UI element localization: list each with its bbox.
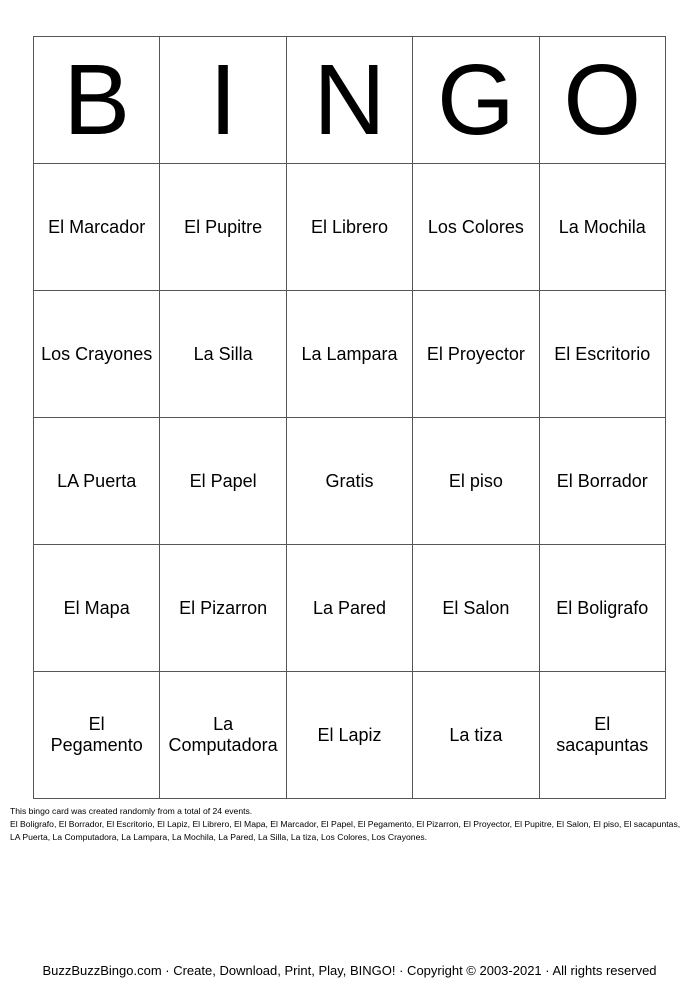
bingo-cell bbox=[286, 164, 412, 291]
bingo-cell bbox=[539, 672, 665, 799]
bingo-cell bbox=[413, 418, 539, 545]
cell-label: El Proyector bbox=[426, 343, 525, 364]
bingo-cell bbox=[34, 545, 160, 672]
cell-label: El Borrador bbox=[556, 470, 648, 491]
bingo-cell bbox=[34, 291, 160, 418]
bingo-row bbox=[34, 545, 666, 672]
bingo-row bbox=[34, 291, 666, 418]
bingo-cell bbox=[413, 545, 539, 672]
cell-label: Los Colores bbox=[427, 216, 524, 237]
cell-label: La Silla bbox=[193, 343, 253, 364]
cell-label: El Pegamento bbox=[50, 714, 143, 755]
bingo-cell bbox=[160, 164, 286, 291]
bingo-cell bbox=[413, 291, 539, 418]
cell-label: El Escritorio bbox=[554, 343, 651, 364]
bingo-cell bbox=[286, 545, 412, 672]
bingo-cell bbox=[34, 672, 160, 799]
cell-label: La tiza bbox=[449, 724, 503, 745]
cell-label: Los Crayones bbox=[41, 343, 153, 364]
header-letter-b: B bbox=[34, 37, 160, 164]
bingo-cell bbox=[160, 672, 286, 799]
cell-label: El Salon bbox=[442, 597, 510, 618]
header-letter-n: N bbox=[286, 37, 412, 164]
bingo-cell bbox=[160, 418, 286, 545]
card-info bbox=[10, 805, 690, 844]
cell-label: La Pared bbox=[312, 597, 386, 618]
cell-label: La Lampara bbox=[301, 343, 398, 364]
bingo-cell bbox=[160, 545, 286, 672]
bingo-cell bbox=[539, 164, 665, 291]
bingo-cell bbox=[34, 164, 160, 291]
cell-label: El Librero bbox=[310, 216, 388, 237]
cell-label: El Pizarron bbox=[179, 597, 268, 618]
bingo-card bbox=[33, 36, 666, 799]
card-info-summary: This bingo card was created randomly from a total of 24 events. bbox=[10, 806, 253, 816]
bingo-cell bbox=[286, 672, 412, 799]
bingo-row bbox=[34, 164, 666, 291]
cell-label: El Boligrafo bbox=[556, 597, 649, 618]
cell-label: La Mochila bbox=[558, 216, 646, 237]
cell-label: El Mapa bbox=[63, 597, 130, 618]
cell-label: Gratis bbox=[325, 470, 374, 491]
bingo-cell bbox=[539, 291, 665, 418]
cell-label: LA Puerta bbox=[57, 470, 137, 491]
bingo-header-row bbox=[34, 37, 666, 164]
header-letter-o: O bbox=[539, 37, 665, 164]
header-letter-g: G bbox=[413, 37, 539, 164]
bingo-cell bbox=[539, 418, 665, 545]
cell-label: La Computadora bbox=[168, 714, 278, 755]
cell-label: El Marcador bbox=[48, 216, 146, 237]
card-info-event-list: El Boligrafo, El Borrador, El Escritorio, El Lapiz, El Librero, El Mapa, El Marcador, El Papel, El Pegamento, El Pizarron, El Proyector, El Pupitre, El Salon, El piso, El sacapuntas, LA Puerta, La Computadora, La Lampara, La Mochila, La Pared, La Silla, La tiza, Los Colores, Los Crayones. bbox=[10, 819, 681, 842]
bingo-row bbox=[34, 672, 666, 799]
cell-label: El Papel bbox=[189, 470, 257, 491]
bingo-cell bbox=[539, 545, 665, 672]
header-letter-i: I bbox=[160, 37, 286, 164]
cell-label: El sacapuntas bbox=[556, 714, 649, 755]
bingo-cell bbox=[160, 291, 286, 418]
bingo-cell bbox=[413, 164, 539, 291]
cell-label: El Pupitre bbox=[184, 216, 263, 237]
free-space-cell bbox=[286, 418, 412, 545]
cell-label: El piso bbox=[448, 470, 503, 491]
footer-copyright: BuzzBuzzBingo.com · Create, Download, Print, Play, BINGO! · Copyright © 2003-2021 · All rights reserved bbox=[42, 963, 657, 978]
cell-label: El Lapiz bbox=[317, 724, 382, 745]
bingo-cell bbox=[413, 672, 539, 799]
bingo-row bbox=[34, 418, 666, 545]
bingo-cell bbox=[34, 418, 160, 545]
bingo-cell bbox=[286, 291, 412, 418]
